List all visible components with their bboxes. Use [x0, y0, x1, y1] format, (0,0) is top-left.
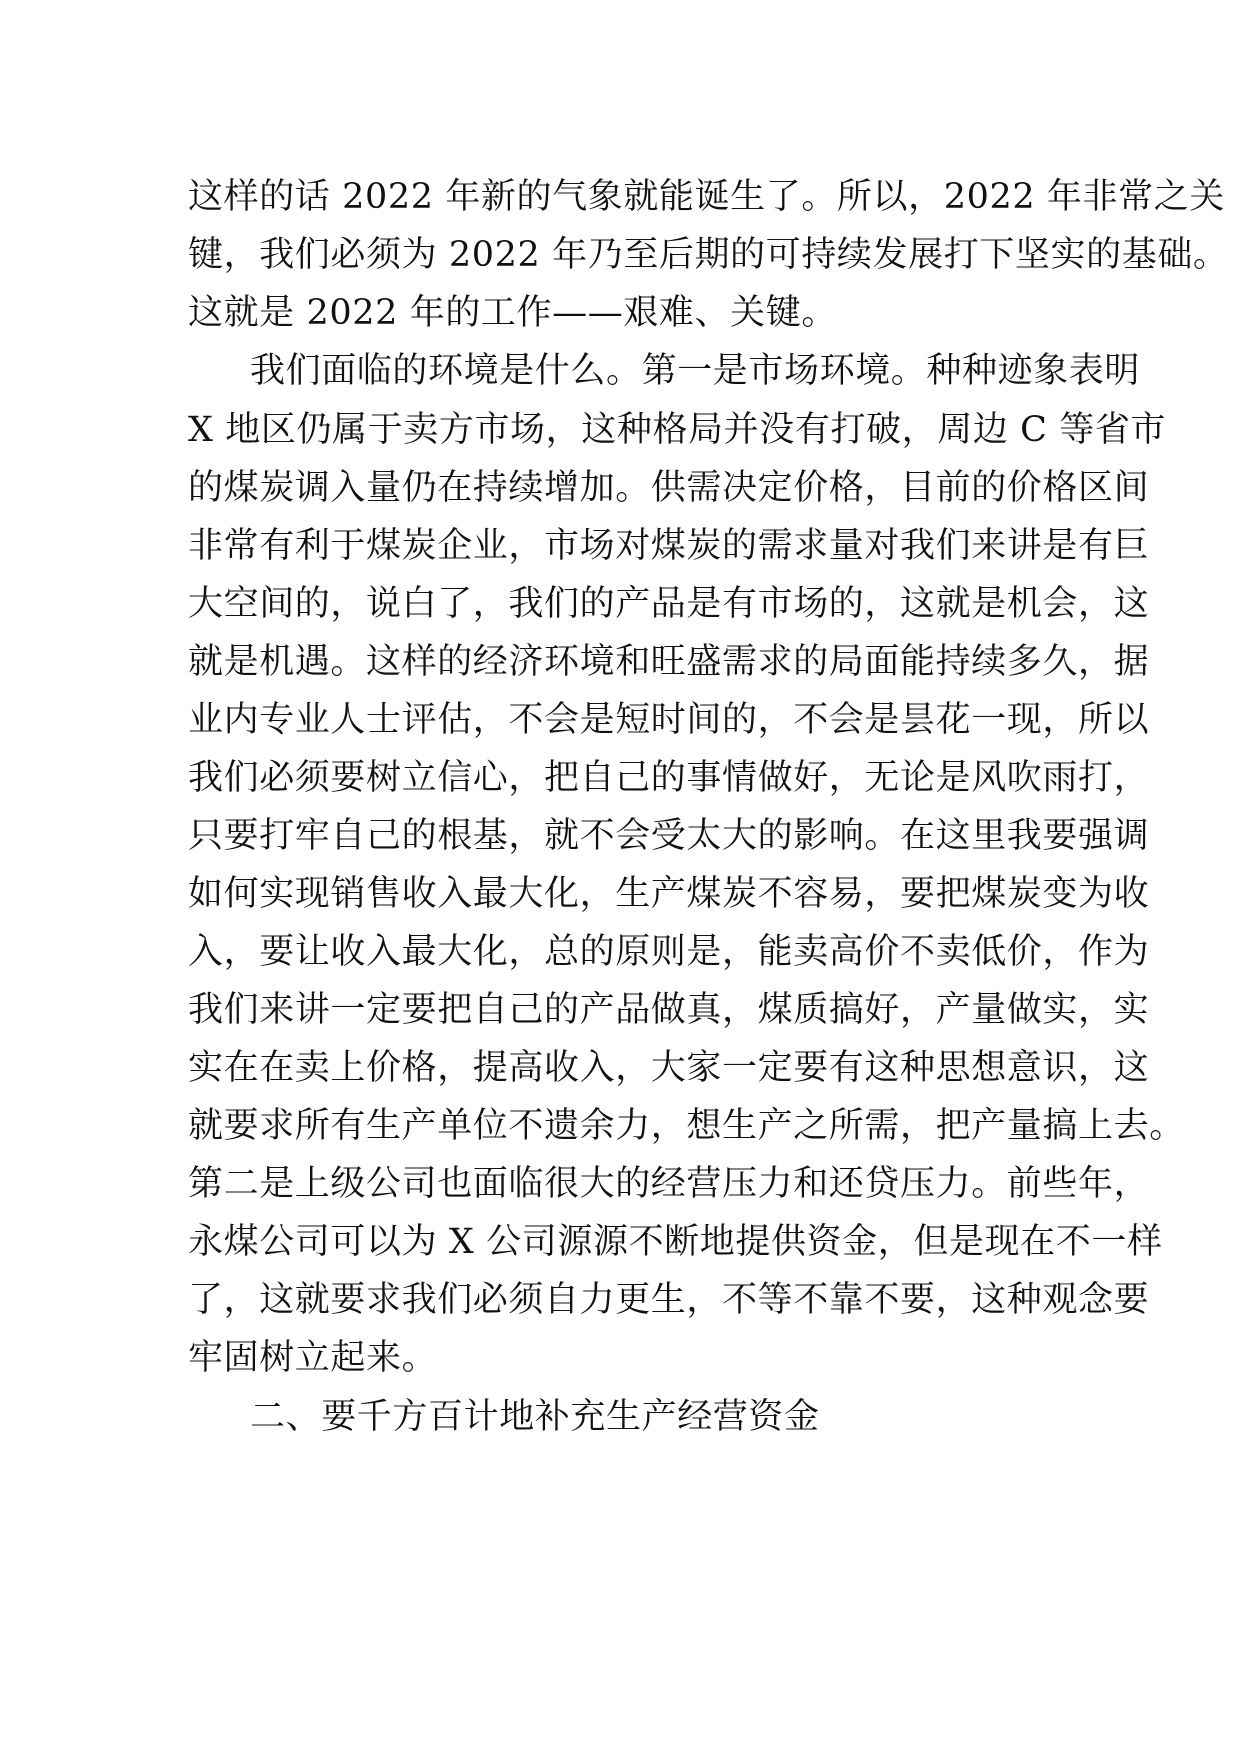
text-line: 就要求所有生产单位不遗余力，想生产之所需，把产量搞上去。 [188, 1106, 1185, 1146]
section-heading: 二、要千方百计地补充生产经营资金 [250, 1397, 820, 1437]
text-line: 了，这就要求我们必须自力更生，不等不靠不要，这种观念要 [188, 1280, 1150, 1320]
text-line: 键，我们必须为 2022 年乃至后期的可持续发展打下坚实的基础。 [188, 235, 1229, 275]
text-line: 大空间的，说白了，我们的产品是有市场的，这就是机会，这 [188, 584, 1150, 624]
text-line: 的煤炭调入量仍在持续增加。供需决定价格，目前的价格区间 [188, 468, 1150, 508]
text-line: 这样的话 2022 年新的气象就能诞生了。所以，2022 年非常之关 [188, 177, 1225, 217]
text-line: 只要打牢自己的根基，就不会受太大的影响。在这里我要强调 [188, 816, 1150, 856]
text-line: X 地区仍属于卖方市场，这种格局并没有打破，周边 C 等省市 [188, 410, 1167, 450]
text-line: 就是机遇。这样的经济环境和旺盛需求的局面能持续多久，据 [188, 642, 1150, 682]
text-line: 这就是 2022 年的工作——艰难、关键。 [188, 293, 837, 333]
text-line: 业内专业人士评估，不会是短时间的，不会是昙花一现，所以 [188, 700, 1150, 740]
text-line: 第二是上级公司也面临很大的经营压力和还贷压力。前些年， [188, 1164, 1150, 1204]
text-line: 我们必须要树立信心，把自己的事情做好，无论是风吹雨打， [188, 758, 1150, 798]
text-line: 牢固树立起来。 [188, 1338, 438, 1378]
text-line: 入，要让收入最大化，总的原则是，能卖高价不卖低价，作为 [188, 932, 1150, 972]
text-line: 我们面临的环境是什么。第一是市场环境。种种迹象表明 [250, 351, 1141, 391]
text-line: 非常有利于煤炭企业，市场对煤炭的需求量对我们来讲是有巨 [188, 526, 1150, 566]
text-line: 我们来讲一定要把自己的产品做真，煤质搞好，产量做实，实 [188, 990, 1150, 1030]
text-line: 实在在卖上价格，提高收入，大家一定要有这种思想意识，这 [188, 1048, 1150, 1088]
text-line: 永煤公司可以为 X 公司源源不断地提供资金，但是现在不一样 [188, 1222, 1163, 1262]
text-line: 如何实现销售收入最大化，生产煤炭不容易，要把煤炭变为收 [188, 874, 1150, 914]
